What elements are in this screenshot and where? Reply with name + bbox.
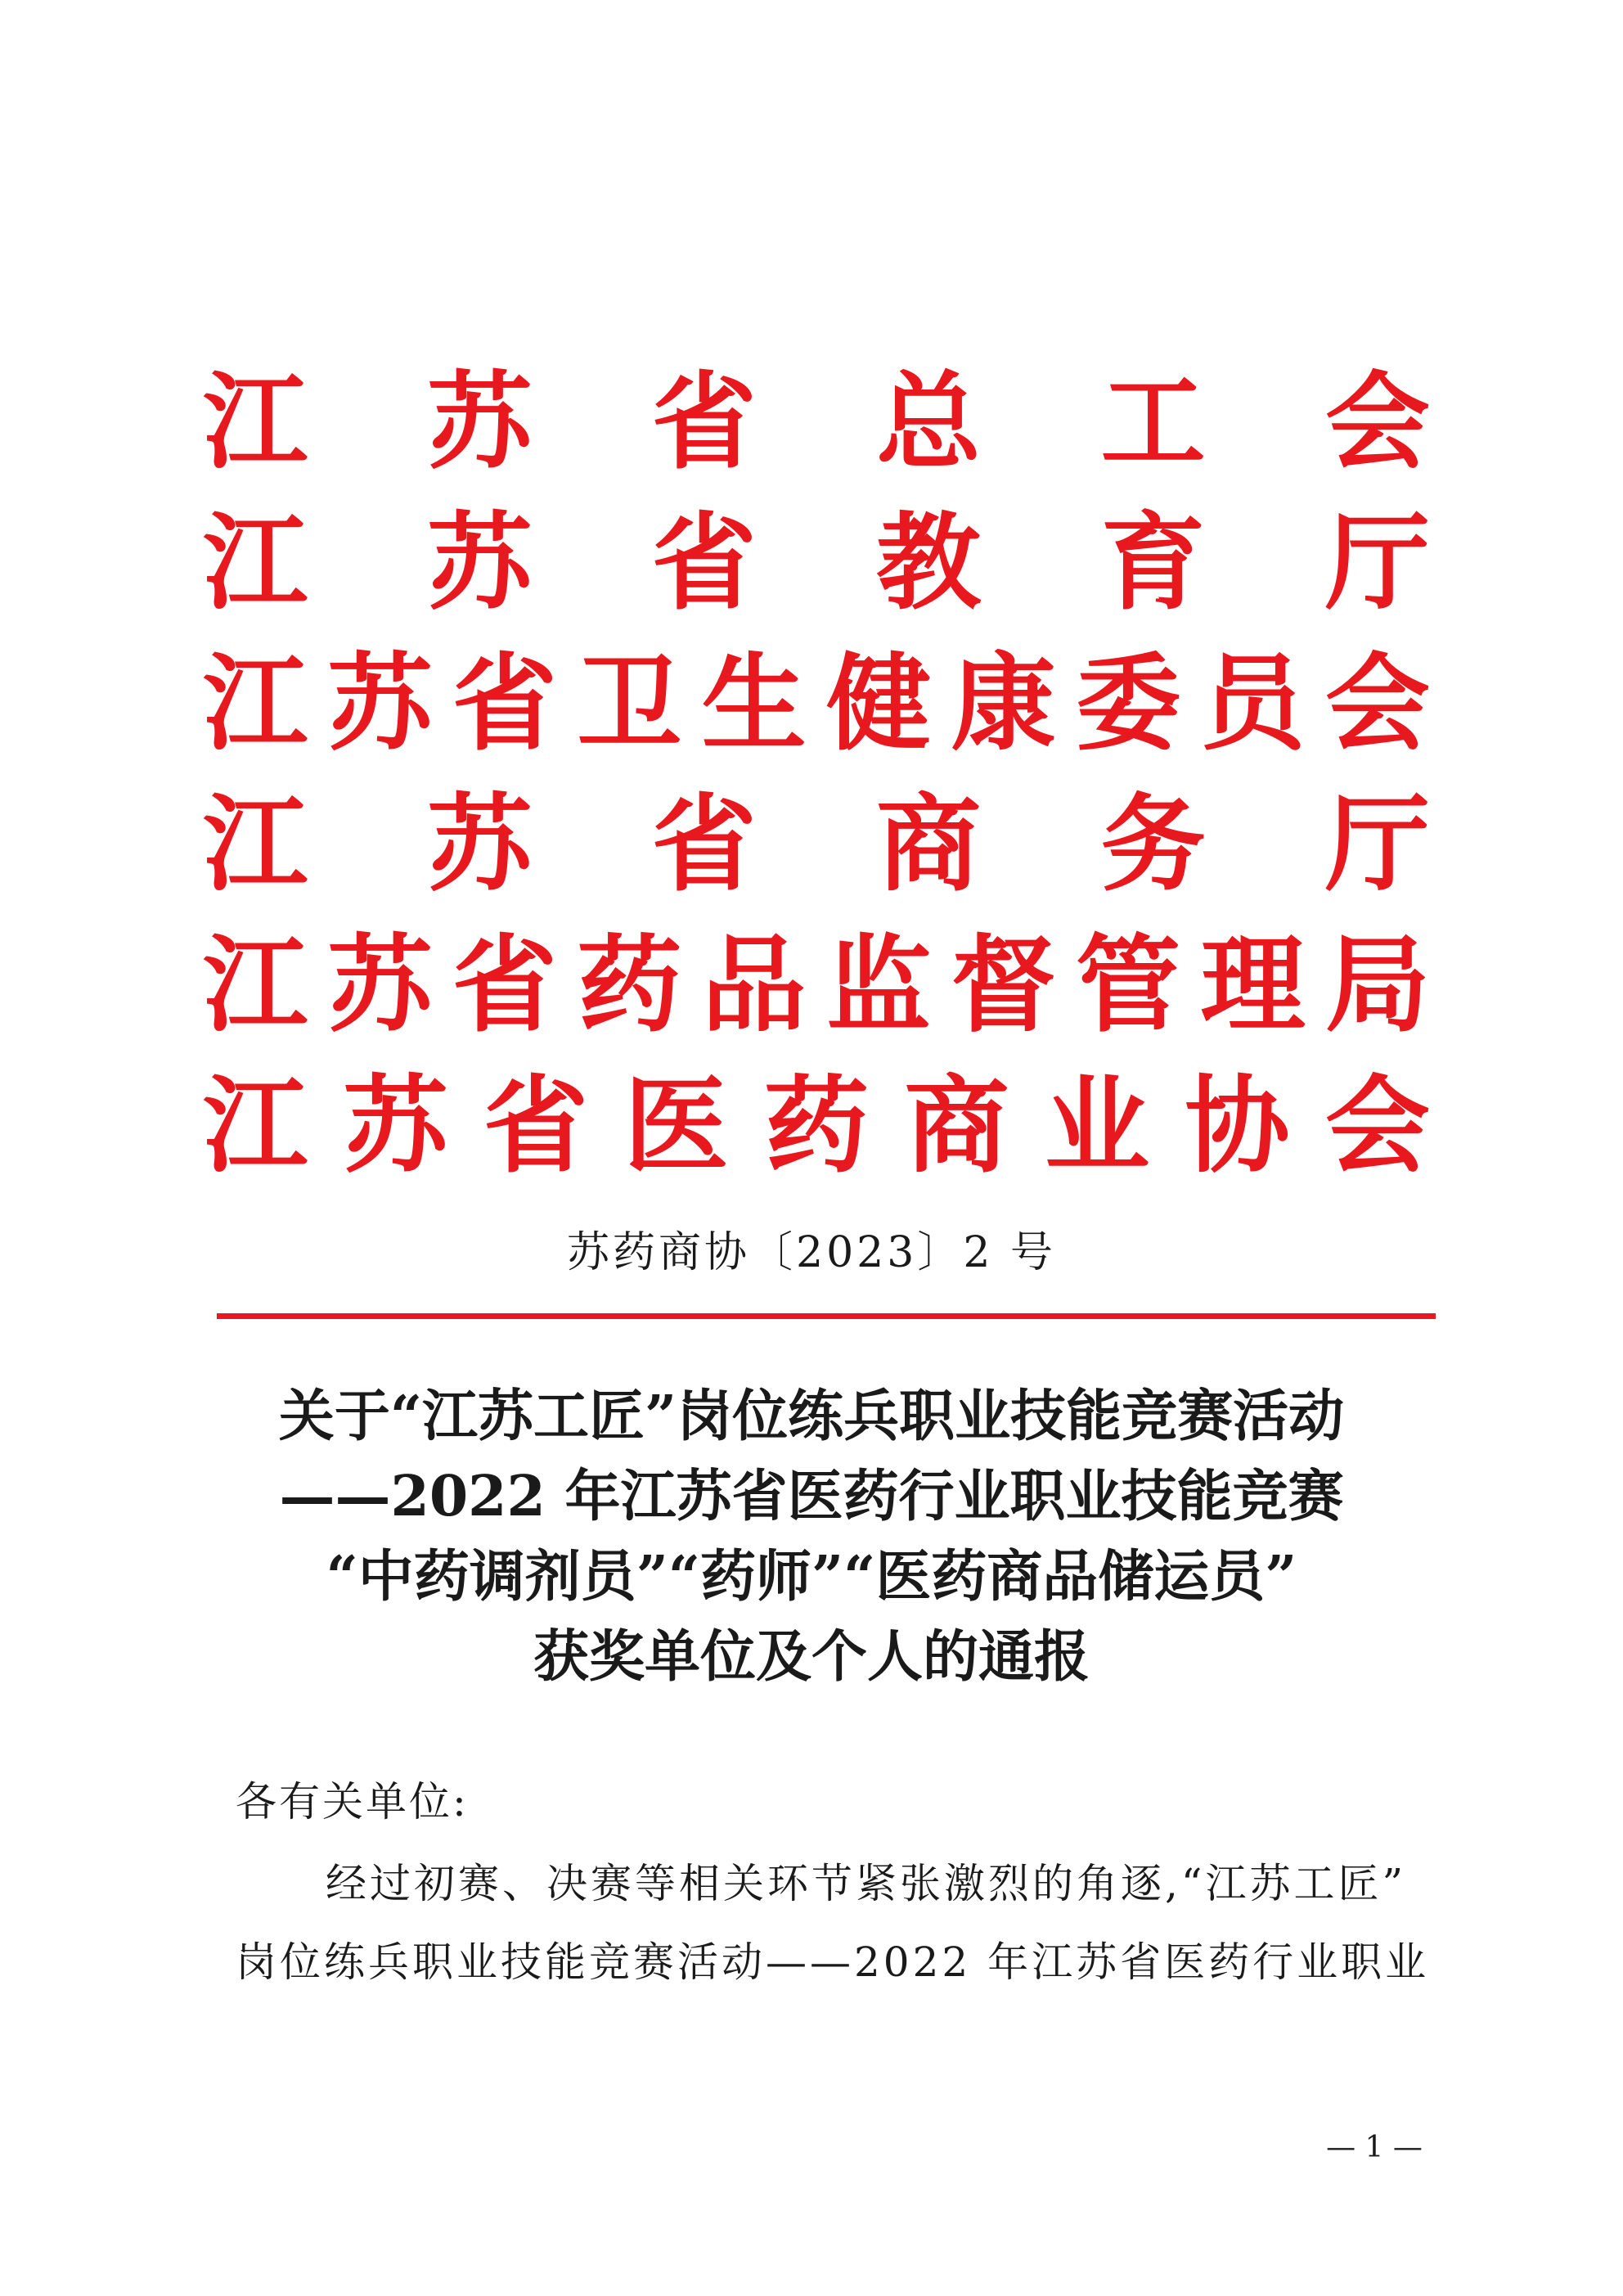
org-char: 江: [203, 502, 308, 624]
issuing-organizations-letterhead: [203, 352, 1430, 1196]
org-char: 协: [1185, 1065, 1290, 1187]
org-line-commerce-department: [203, 774, 1430, 915]
org-char: 商: [876, 783, 982, 906]
title-line: ——2022 年江苏省医药行业职业技能竞赛: [279, 1464, 1344, 1529]
org-line-drug-administration: [203, 915, 1430, 1056]
org-char: 局: [1324, 924, 1430, 1047]
org-char: 管: [1076, 924, 1181, 1047]
notice-title: [196, 1376, 1427, 1697]
salutation: 各有关单位:: [236, 1778, 469, 1826]
org-char: 江: [203, 924, 308, 1047]
org-char: 生: [701, 642, 807, 765]
org-char: 卫: [577, 642, 682, 765]
org-char: 药: [577, 924, 682, 1047]
document-number: 苏药商协〔2023〕2 号: [567, 1228, 1056, 1277]
org-char: 省: [452, 642, 557, 765]
org-char: 苏: [327, 924, 433, 1047]
org-char: 江: [203, 361, 308, 484]
org-char: 苏: [427, 783, 533, 906]
org-char: 省: [483, 1065, 589, 1187]
org-char: 江: [203, 1065, 308, 1187]
org-line-education-department: [203, 493, 1430, 633]
org-char: 江: [203, 642, 308, 765]
title-line: “中药调剂员”“药师”“医药商品储运员”: [326, 1544, 1297, 1609]
org-char: 商: [904, 1065, 1009, 1187]
org-char: 省: [651, 502, 757, 624]
org-line-pharma-commerce-association: [203, 1056, 1430, 1196]
red-separator-rule: [217, 1313, 1436, 1319]
org-char: 省: [651, 361, 757, 484]
org-char: 苏: [427, 361, 533, 484]
title-line: 关于“江苏工匠”岗位练兵职业技能竞赛活动: [278, 1384, 1345, 1449]
org-char: 苏: [327, 642, 433, 765]
org-char: 苏: [427, 502, 533, 624]
org-char: 厅: [1324, 783, 1430, 906]
org-char: 省: [452, 924, 557, 1047]
org-char: 监: [826, 924, 932, 1047]
org-char: 医: [623, 1065, 729, 1187]
org-char: 业: [1045, 1065, 1150, 1187]
org-char: 药: [764, 1065, 870, 1187]
body-paragraph: [236, 1844, 1430, 2001]
org-char: 省: [651, 783, 757, 906]
org-char: 工: [1100, 361, 1206, 484]
org-char: 康: [951, 642, 1056, 765]
org-char: 品: [701, 924, 807, 1047]
org-char: 员: [1200, 642, 1306, 765]
org-char: 总: [876, 361, 982, 484]
org-char: 委: [1076, 642, 1181, 765]
org-char: 苏: [343, 1065, 448, 1187]
org-char: 江: [203, 783, 308, 906]
org-char: 厅: [1324, 502, 1430, 624]
org-char: 会: [1325, 1065, 1431, 1187]
org-char: 会: [1324, 361, 1430, 484]
org-char: 务: [1100, 783, 1206, 906]
org-char: 理: [1200, 924, 1306, 1047]
org-char: 健: [826, 642, 932, 765]
body-line: 经过初赛、决赛等相关环节紧张激烈的角逐,“江苏工匠”: [326, 1860, 1407, 1907]
org-char: 教: [876, 502, 982, 624]
page-number: — 1 —: [1326, 2131, 1423, 2164]
org-line-health-commission: [203, 633, 1430, 774]
org-char: 育: [1100, 502, 1206, 624]
org-char: 督: [951, 924, 1056, 1047]
org-char: 会: [1324, 642, 1430, 765]
org-line-provincial-trade-union: [203, 352, 1430, 493]
body-line: 岗位练兵职业技能竞赛活动——2022 年江苏省医药行业职业: [236, 1938, 1430, 1986]
title-line: 获奖单位及个人的通报: [533, 1624, 1090, 1690]
